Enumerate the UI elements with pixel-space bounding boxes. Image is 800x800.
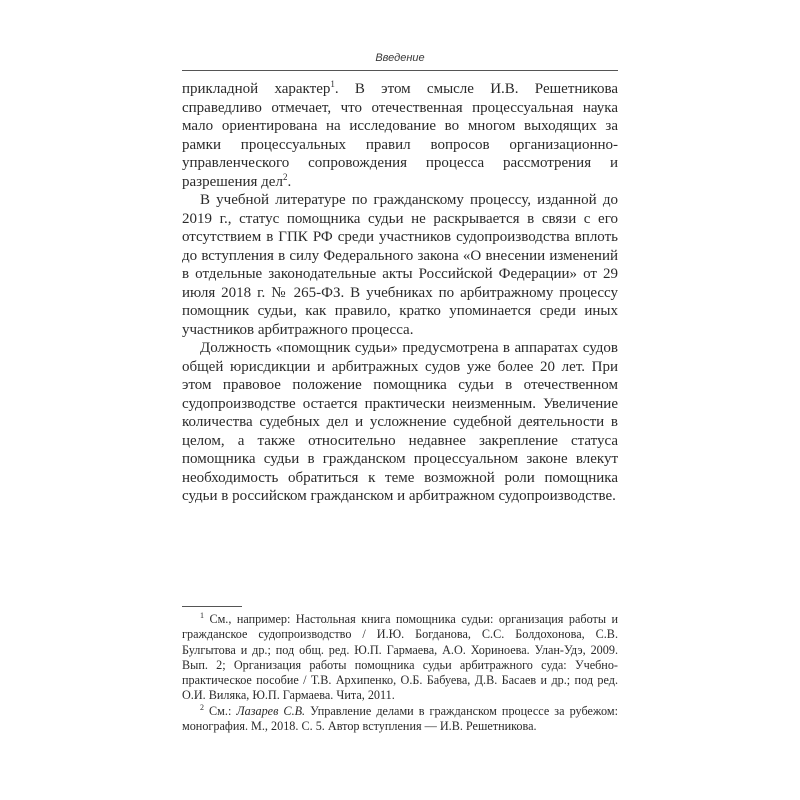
footnote-text: См., например: Настольная книга помощника судьи: организация работы и гражданское судопроизводство / И.Ю. Богданова, С.С. Болдохонова, С.В. Булгытова и др.; под общ. ред. Ю.П. Гармаева, А.О. Хориноева. Улан-Удэ, 2009. Вып. 2; Организация работы помощника судьи арбитражного суда: Учебно-практическое пособие / Т.В. Архипенко, О.Б. Бабуева, Д.В. Басаев и др.; под ред. О.И. Виляка, Ю.П. Гармаева. Чита, 2011. — [182, 612, 618, 703]
footnote-mark: 1 — [200, 610, 204, 620]
footnotes — [182, 612, 618, 734]
footnote-mark: 2 — [200, 702, 204, 712]
header-rule — [182, 70, 618, 71]
footnote-separator — [182, 606, 242, 607]
footnote-1 — [182, 612, 618, 704]
running-head: Введение — [375, 52, 425, 64]
footnote-prefix: См.: — [204, 703, 237, 718]
paragraph-text: прикладной характер — [182, 81, 331, 97]
paragraph-1 — [182, 80, 618, 191]
paragraph-3: Должность «помощник судьи» предусмотрена в аппаратах судов общей юрисдикции и арбитражных судов уже более 20 лет. При этом правовое положение помощника судьи в отечественном судопроизводстве остается практически неизменным. Увеличение количества судебных дел и усложнение судебной деятельности в целом, а также относительно недавнее закрепление статуса помощника судьи в гражданском процессуальном законе влекут необходимость обратиться к теме возможной роли помощника судьи в российском гражданском и арбитражном судопроизводстве. — [182, 340, 618, 504]
paragraph-2: В учебной литературе по гражданскому процессу, изданной до 2019 г., статус помощника судьи не раскрывается в связи с его отсутствием в ГПК РФ среди участников судопроизводства вплоть до вступления в силу Федерального закона «О внесении изменений в отдельные законодательные акты Российской Федерации» от 29 июля 2018 г. № 265-ФЗ. В учебниках по арбитражному процессу помощник судьи, как правило, кратко упоминается среди иных участников арбитражного процесса. — [182, 192, 618, 338]
footnote-ref-1: 1 — [330, 79, 335, 89]
main-text — [182, 80, 618, 506]
footnote-text: Управление делами в гражданском процессе за рубежом: монография. М., 2018. С. 5. Автор вступления — И.В. Решетникова. — [182, 703, 618, 734]
footnote-ref-2: 2 — [282, 171, 288, 182]
paragraph-text: . — [287, 173, 292, 190]
footnote-author: Лазарев С.В. — [236, 703, 306, 718]
paragraph-text: . В этом смысле И.В. Решетникова справедливо отмечает, что отечественная процессуальная наука мало ориентирована на исследование во многом выходящих за рамки процессуальных правил вопросов организационно-управленческого сопровождения процесса рассмотрения и разрешения дел — [182, 81, 618, 190]
footnote-2 — [182, 704, 618, 735]
